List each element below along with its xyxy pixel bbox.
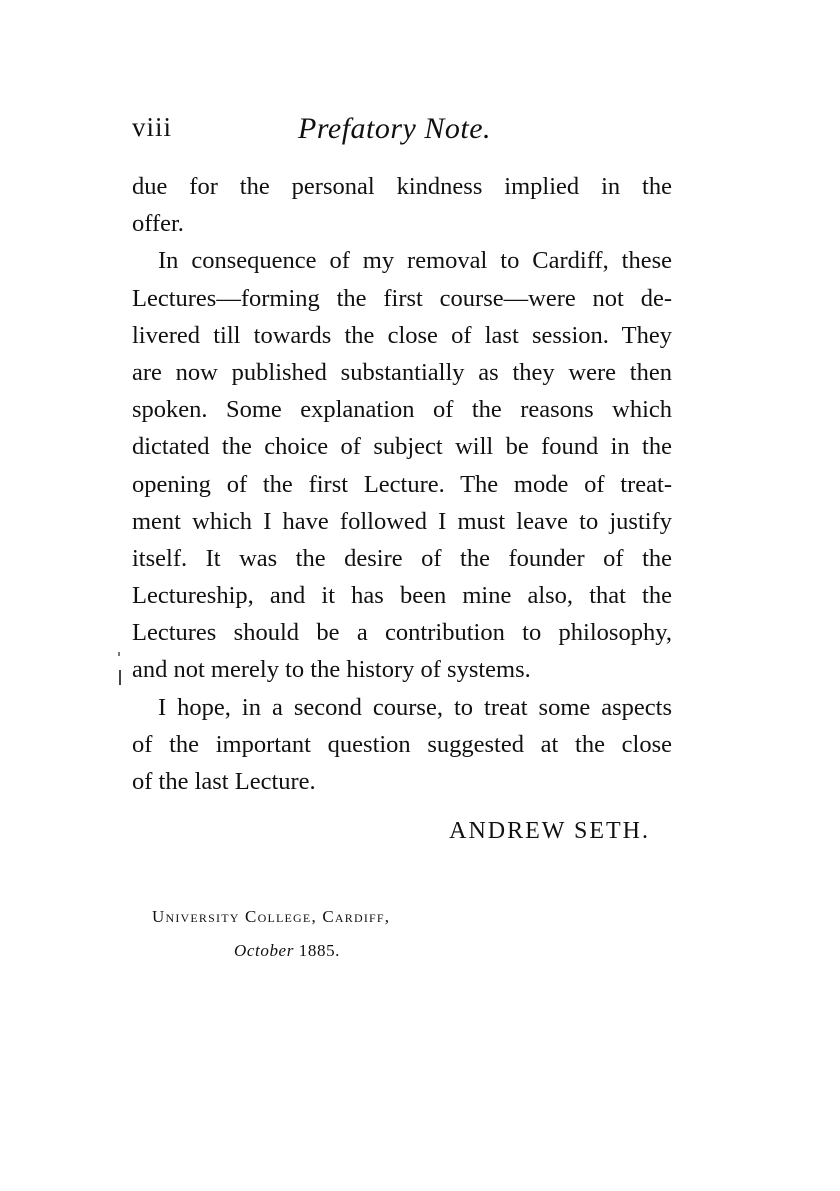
date-month: October	[234, 941, 294, 960]
text-line: offer.	[132, 210, 184, 238]
margin-mark	[119, 670, 121, 685]
text-line: dictated the choice of subject will be found in the	[132, 433, 672, 461]
text-line: due for the personal kindness implied in the	[132, 173, 672, 200]
page-number: viii	[132, 112, 173, 142]
address-place: University College, Cardiff,	[152, 907, 391, 926]
author-signature: ANDREW SETH.	[449, 818, 650, 844]
text-line: I hope, in a second course, to treat some aspects	[158, 693, 672, 721]
text-line: and not merely to the history of systems.	[132, 656, 531, 684]
body-text	[132, 168, 672, 800]
date-year: 1885.	[298, 941, 341, 960]
text-line: Lectureship, and it has been mine also, that the	[132, 582, 672, 610]
margin-mark-dot	[118, 652, 120, 656]
address-date	[152, 934, 390, 968]
running-title: Prefatory Note.	[298, 112, 492, 145]
page-header	[132, 112, 672, 152]
address-block	[152, 900, 390, 968]
text-line: are now published substantially as they were then	[132, 358, 672, 386]
text-line: opening of the first Lecture. The mode of treat-	[132, 470, 672, 498]
text-line: spoken. Some explanation of the reasons which	[132, 396, 672, 424]
text-line: itself. It was the desire of the founder of the	[132, 544, 672, 572]
text-line: ment which I have followed I must leave to justify	[132, 507, 672, 535]
text-line: Lectures should be a contribution to philosophy,	[132, 619, 672, 647]
text-line: livered till towards the close of last session. They	[132, 321, 672, 349]
text-line: of the important question suggested at the close	[132, 730, 672, 758]
text-line: In consequence of my removal to Cardiff, these	[158, 247, 672, 275]
text-line: of the last Lecture.	[132, 768, 316, 795]
text-line: Lectures—forming the first course—were not de-	[132, 284, 672, 312]
